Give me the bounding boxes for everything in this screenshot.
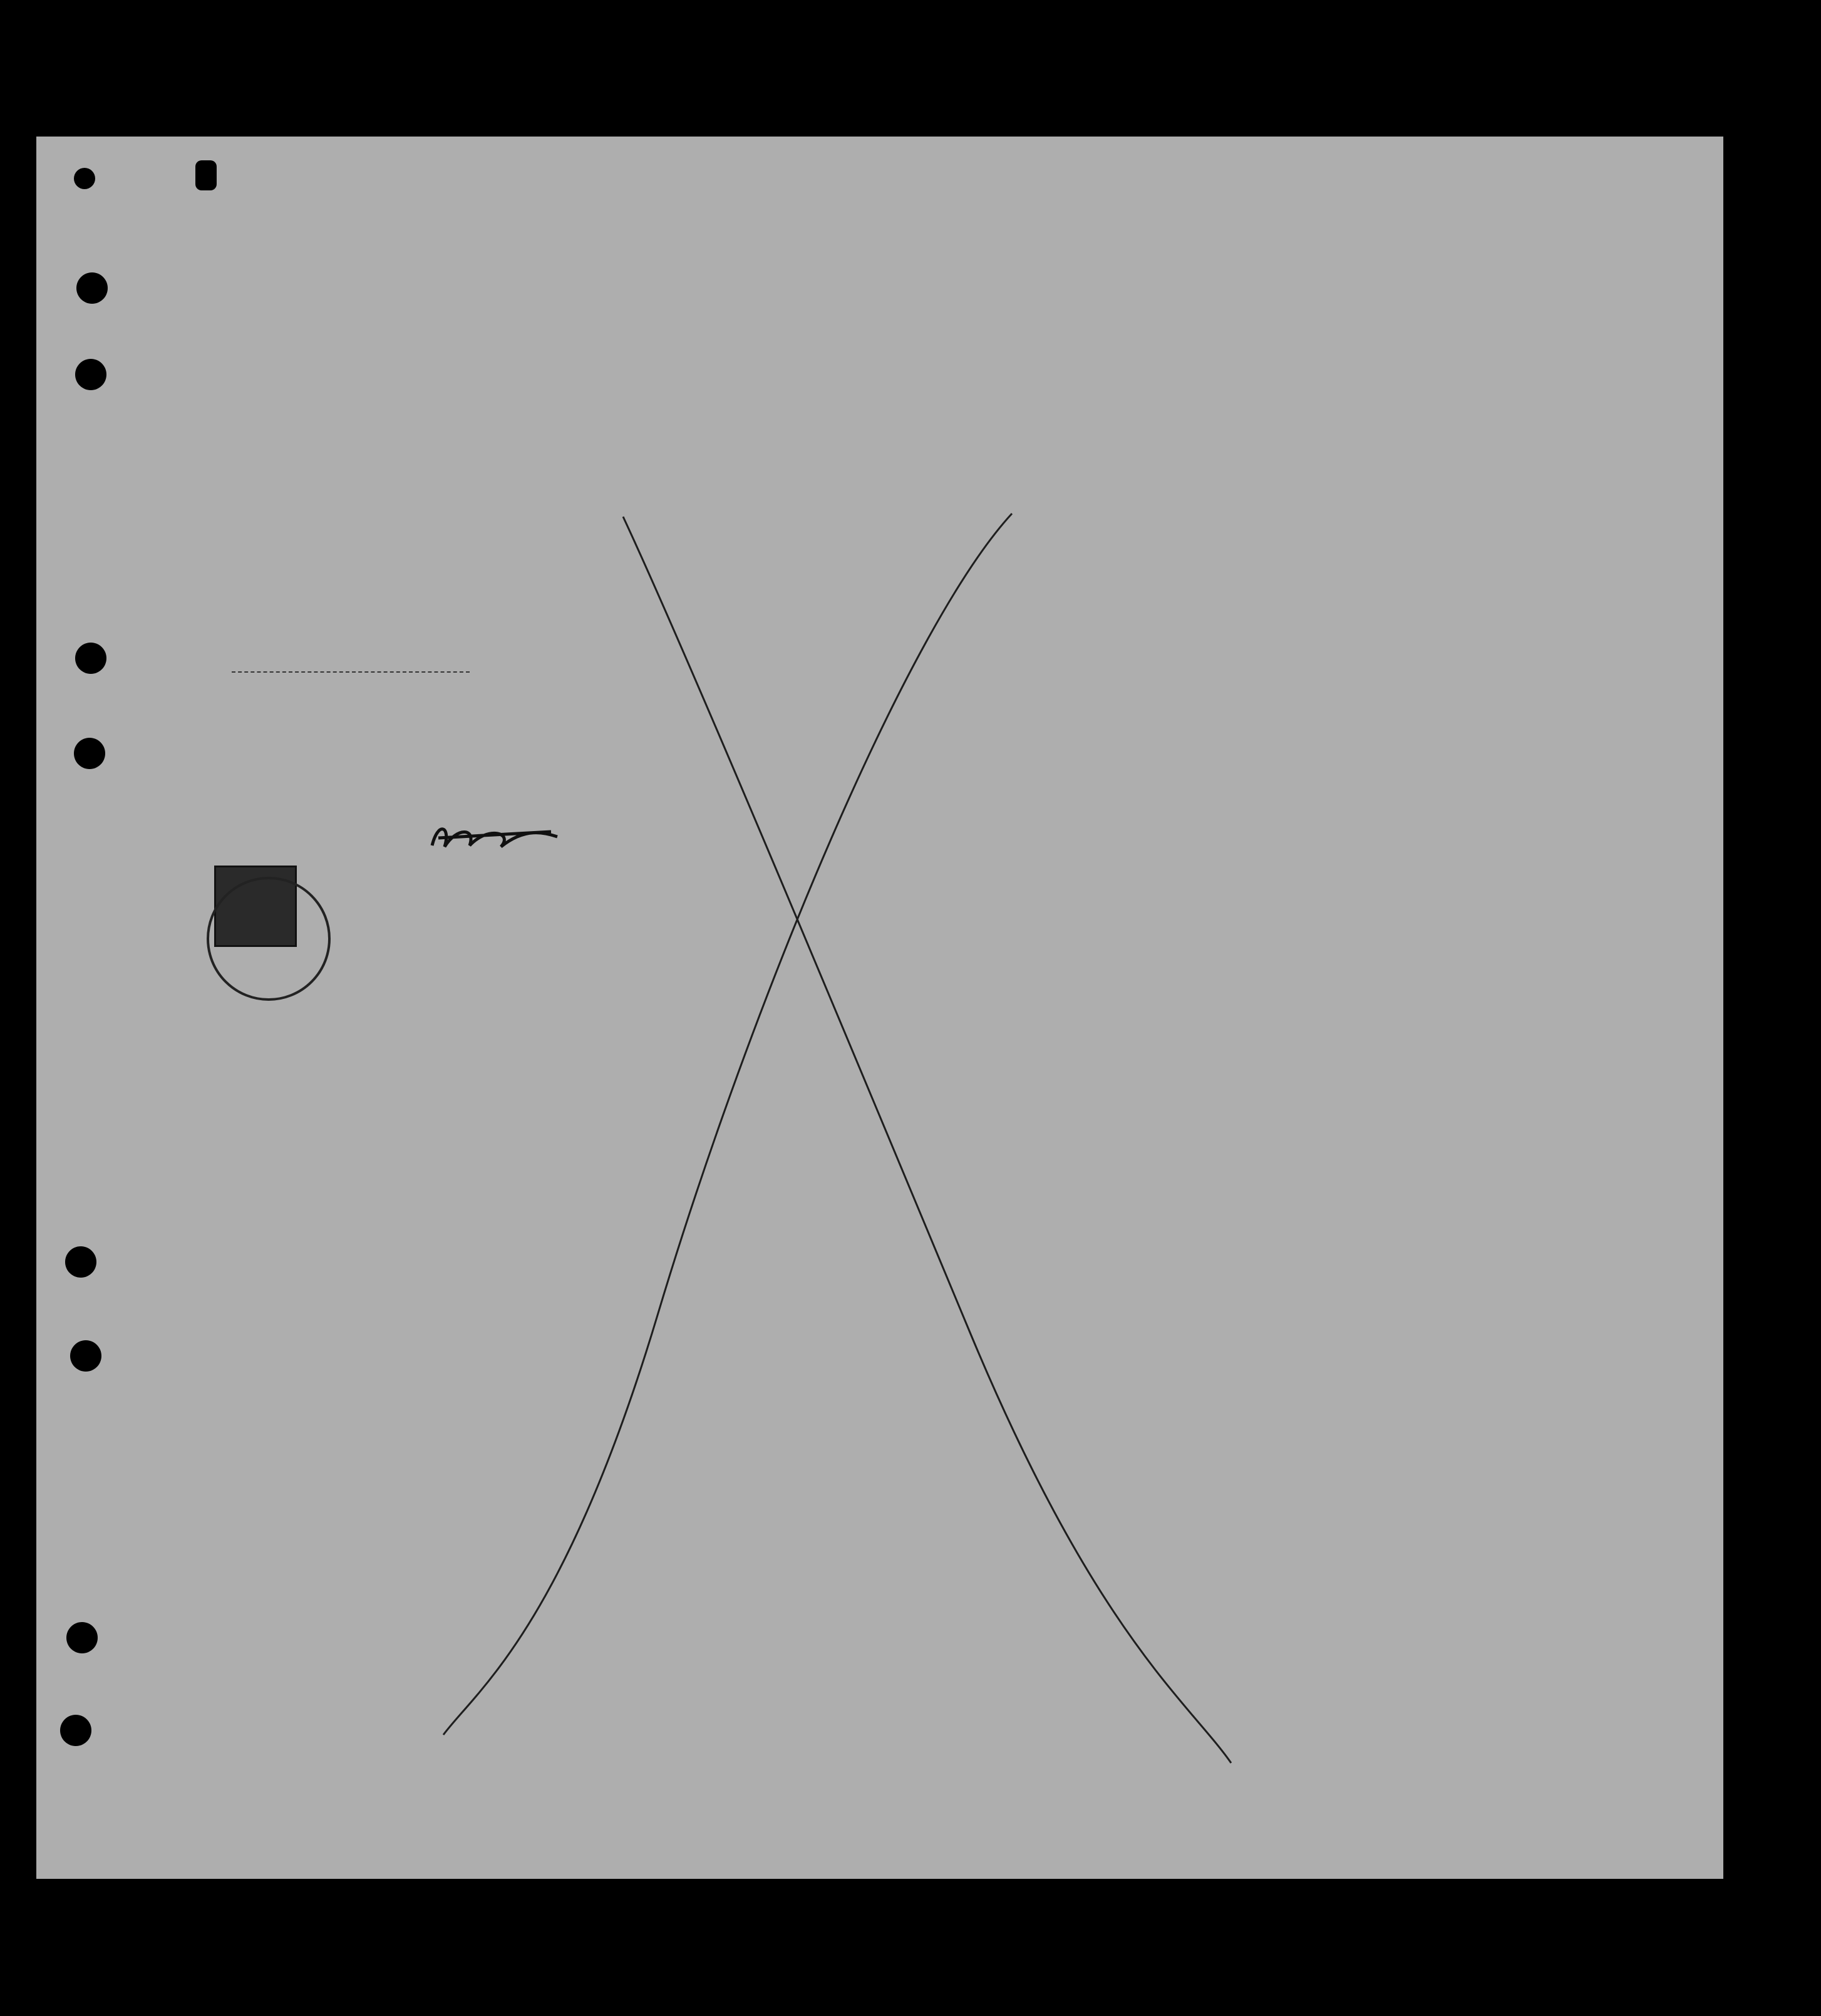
blank-line	[232, 671, 470, 673]
cross-out-line	[443, 514, 1012, 1735]
consular-seal	[207, 877, 331, 1001]
